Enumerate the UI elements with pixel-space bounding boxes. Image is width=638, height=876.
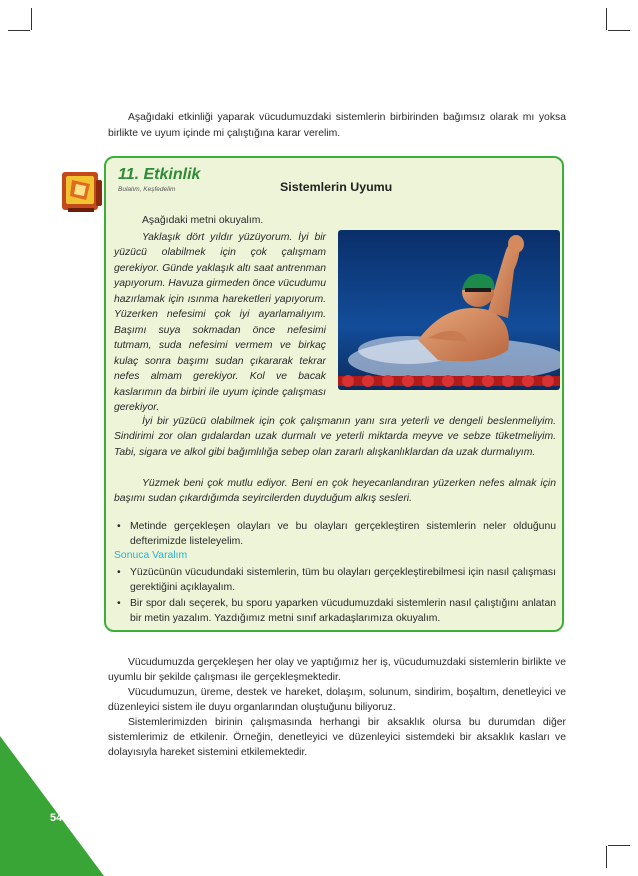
result-heading: Sonuca Varalım bbox=[114, 550, 188, 561]
task-list bbox=[114, 519, 556, 550]
activity-title: 11. Etkinlik bbox=[118, 166, 201, 183]
list-item: • Metinde gerçekleşen olayları ve bu olayları gerçekleştiren sistemlerin neler olduğunu defterimizde listeleyelim. bbox=[114, 519, 556, 550]
story-nutrition-paragraph: İyi bir yüzücü olabilmek için çok çalışmanın yanı sıra yeterli ve dengeli beslenmeliyim. Sindirimi zor olan gıdalardan uzak durmalı ve yeterli miktarda meyve ve sebze tüketmeliyim. Tabi, sigara ve alkol gibi bağımlılığa sebep olan zararlı alışkanlıklardan da uzak durmalıyım. bbox=[114, 416, 556, 458]
read-instruction: Aşağıdaki metni okuyalım. bbox=[142, 215, 264, 226]
swimmer-photo bbox=[338, 230, 560, 390]
list-item: • Yüzücünün vücudundaki sistemlerin, tüm bu olayları gerçekleştirebilmesi için nasıl çalışması gerektiğini açıklayalım. bbox=[114, 565, 556, 596]
intro-paragraph: Aşağıdaki etkinliği yaparak vücudumuzdaki sistemlerin birbirinden bağımsız olarak mı yoksa birlikte ve uyum içinde mi çalıştığına karar verelim. bbox=[108, 112, 566, 139]
crop-mark bbox=[31, 8, 32, 30]
crop-mark bbox=[608, 30, 630, 31]
crop-mark bbox=[8, 30, 30, 31]
lane-rope bbox=[338, 375, 560, 387]
page-corner-triangle bbox=[0, 736, 104, 876]
activity-box bbox=[104, 156, 564, 632]
list-item: • Bir spor dalı seçerek, bu sporu yaparken vücudumuzdaki sistemlerin nasıl çalıştığını anlatan bir metin yazalım. Yazdığımız metni sınıf arkadaşlarımıza okuyalım. bbox=[114, 596, 556, 627]
activity-heading: Sistemlerin Uyumu bbox=[280, 180, 393, 194]
story-paragraph: Yaklaşık dört yıldır yüzüyorum. İyi bir yüzücü olabilmek için çok çalışmam gerekiyor. Günde yaklaşık altı saat antrenman yapıyorum. Havuza girmeden önce vücudumu hazırlamak için ısınma hareketleri yapıyorum. Yüzerken nefesimi çok iyi ayarlamalıyım. Başımı suya sokmadan önce nefesimi tutmam, suda nefesimi vermem ve birkaç kulaç sonra başımı sudan çıkararak tekrar nefes almam gerekiyor. Kol ve bacak kaslarımın da birbiri ile uyum içinde çalışması gerekiyor. bbox=[114, 232, 326, 413]
crop-mark bbox=[606, 8, 607, 30]
activity-subtitle: Bulalım, Keşfedelim bbox=[118, 186, 176, 193]
crop-mark bbox=[608, 845, 630, 846]
conclusion-list bbox=[114, 565, 556, 627]
body-paragraph-3: Sistemlerimizden birinin çalışmasında herhangi bir aksaklık olursa bu durumdan diğer sistemlerimiz de etkilenir. Örneğin, denetleyici ve düzenleyici sistemdeki bir aksaklık kasları ve dolayısıyla hareket sistemini etkilemektedir. bbox=[108, 717, 566, 758]
story-happiness-paragraph: Yüzmek beni çok mutlu ediyor. Beni en çok heyecanlandıran yüzerken nefes almak için başımı sudan çıkardığımda seyircilerden duyduğum alkış sesleri. bbox=[114, 478, 556, 505]
activity-icon bbox=[58, 166, 106, 216]
swimmer-illustration bbox=[338, 230, 560, 390]
crop-mark bbox=[606, 846, 607, 868]
body-paragraph-2: Vücudumuzun, üreme, destek ve hareket, dolaşım, solunum, sindirim, boşaltım, denetleyici ve düzenleyici sistem ile duyu organlarından oluştuğunu biliyoruz. bbox=[108, 687, 566, 713]
body-paragraph-1: Vücudumuzda gerçekleşen her olay ve yaptığımız her iş, vücudumuzdaki sistemlerin birlikte ve uyumlu bir şekilde çalışması ile gerçekleşmektedir. bbox=[108, 657, 566, 683]
page-number: 54 bbox=[50, 812, 63, 824]
